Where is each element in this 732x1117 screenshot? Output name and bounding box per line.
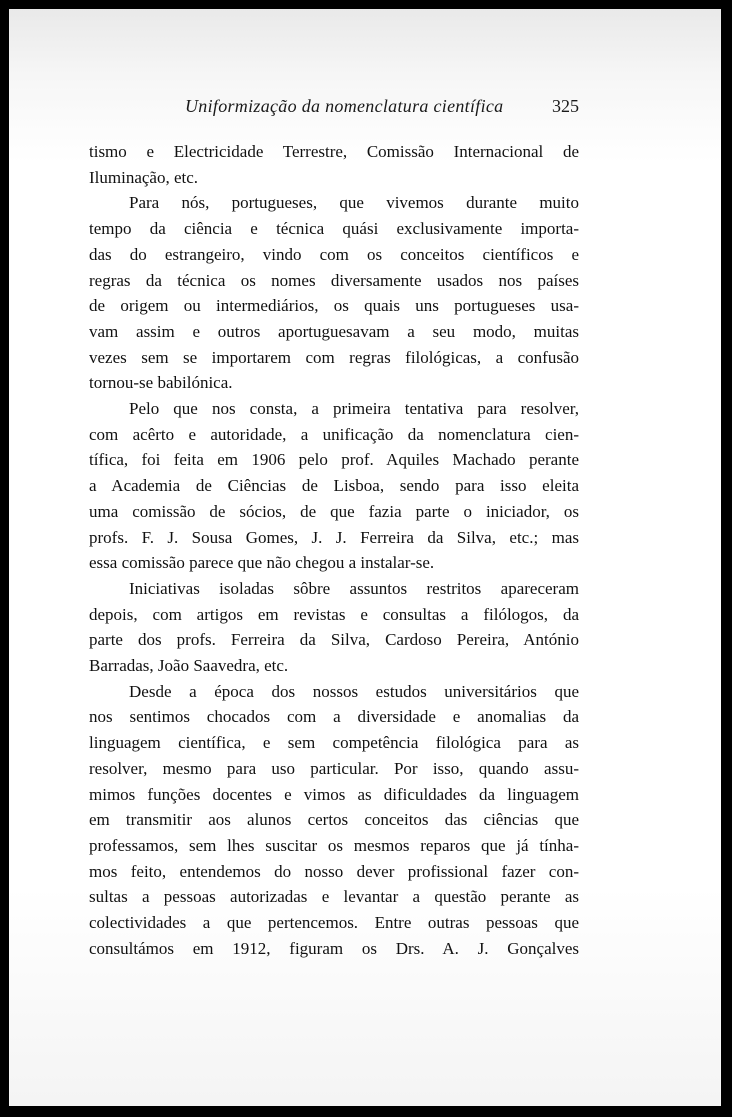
text-line: nos sentimos chocados com a diversidade e anomalias da (89, 707, 579, 727)
text-line: essa comissão parece que não chegou a instalar-se. (89, 553, 435, 573)
text-line: uma comissão de sócios, de que fazia parte o iniciador, os (89, 501, 579, 521)
book-page (9, 9, 721, 1106)
body-text (89, 139, 579, 962)
paragraph (89, 679, 579, 962)
text-line: Desde a época dos nossos estudos universitários que (129, 681, 579, 701)
text-line: linguagem científica, e sem competência filológica para as (89, 733, 579, 753)
text-line: colectividades a que pertencemos. Entre outras pessoas que (89, 913, 579, 933)
text-line: tismo e Electricidade Terrestre, Comissão Internacional de (89, 142, 579, 161)
text-line: com acêrto e autoridade, a unificação da nomenclatura cien- (89, 424, 579, 444)
text-line: Barradas, João Saavedra, etc. (89, 656, 289, 676)
text-line: mimos funções docentes e vimos as dificuldades da linguagem (89, 784, 579, 804)
paragraph (89, 190, 579, 396)
text-line: em transmitir aos alunos certos conceitos das ciências que (89, 810, 579, 830)
text-line: vam assim e outros aportuguesavam a seu modo, muitas (89, 321, 579, 341)
text-line: consultámos em 1912, figuram os Drs. A. J. Gonçalves (89, 938, 579, 958)
text-line: tífica, foi feita em 1906 pelo prof. Aquiles Machado perante (89, 450, 579, 470)
text-line: depois, com artigos em revistas e consultas a filólogos, da (89, 604, 579, 624)
text-line: de origem ou intermediários, os quais uns portugueses usa- (89, 296, 579, 316)
text-line: Iniciativas isoladas sôbre assuntos restritos apareceram (129, 578, 579, 598)
text-line: a Academia de Ciências de Lisboa, sendo para isso eleita (89, 476, 579, 496)
text-line: profs. F. J. Sousa Gomes, J. J. Ferreira da Silva, etc.; mas (89, 527, 579, 547)
text-line: tempo da ciência e técnica quási exclusivamente importa- (89, 219, 579, 239)
paragraph (89, 396, 579, 576)
paragraph (89, 576, 579, 679)
text-line: Pelo que nos consta, a primeira tentativa para resolver, (129, 399, 579, 419)
page-header (89, 95, 579, 119)
text-line: tornou-se babilónica. (89, 373, 233, 393)
text-line: parte dos profs. Ferreira da Silva, Cardoso Pereira, António (89, 630, 579, 650)
page-number: 325 (552, 96, 579, 116)
text-line: regras da técnica os nomes diversamente usados nos países (89, 270, 579, 290)
text-line: resolver, mesmo para uso particular. Por isso, quando assu- (89, 758, 579, 778)
text-line: sultas a pessoas autorizadas e levantar a questão perante as (89, 887, 579, 907)
text-line: professamos, sem lhes suscitar os mesmos reparos que já tínha- (89, 835, 579, 855)
text-line: vezes sem se importarem com regras filológicas, a confusão (89, 347, 579, 367)
running-title: Uniformização da nomenclatura científica (185, 96, 504, 116)
text-line: mos feito, entendemos do nosso dever profissional fazer con- (89, 861, 579, 881)
paragraph (89, 139, 579, 190)
text-line: Para nós, portugueses, que vivemos durante muito (129, 193, 579, 213)
text-line: Iluminação, etc. (89, 167, 199, 187)
text-line: das do estrangeiro, vindo com os conceitos científicos e (89, 244, 579, 264)
